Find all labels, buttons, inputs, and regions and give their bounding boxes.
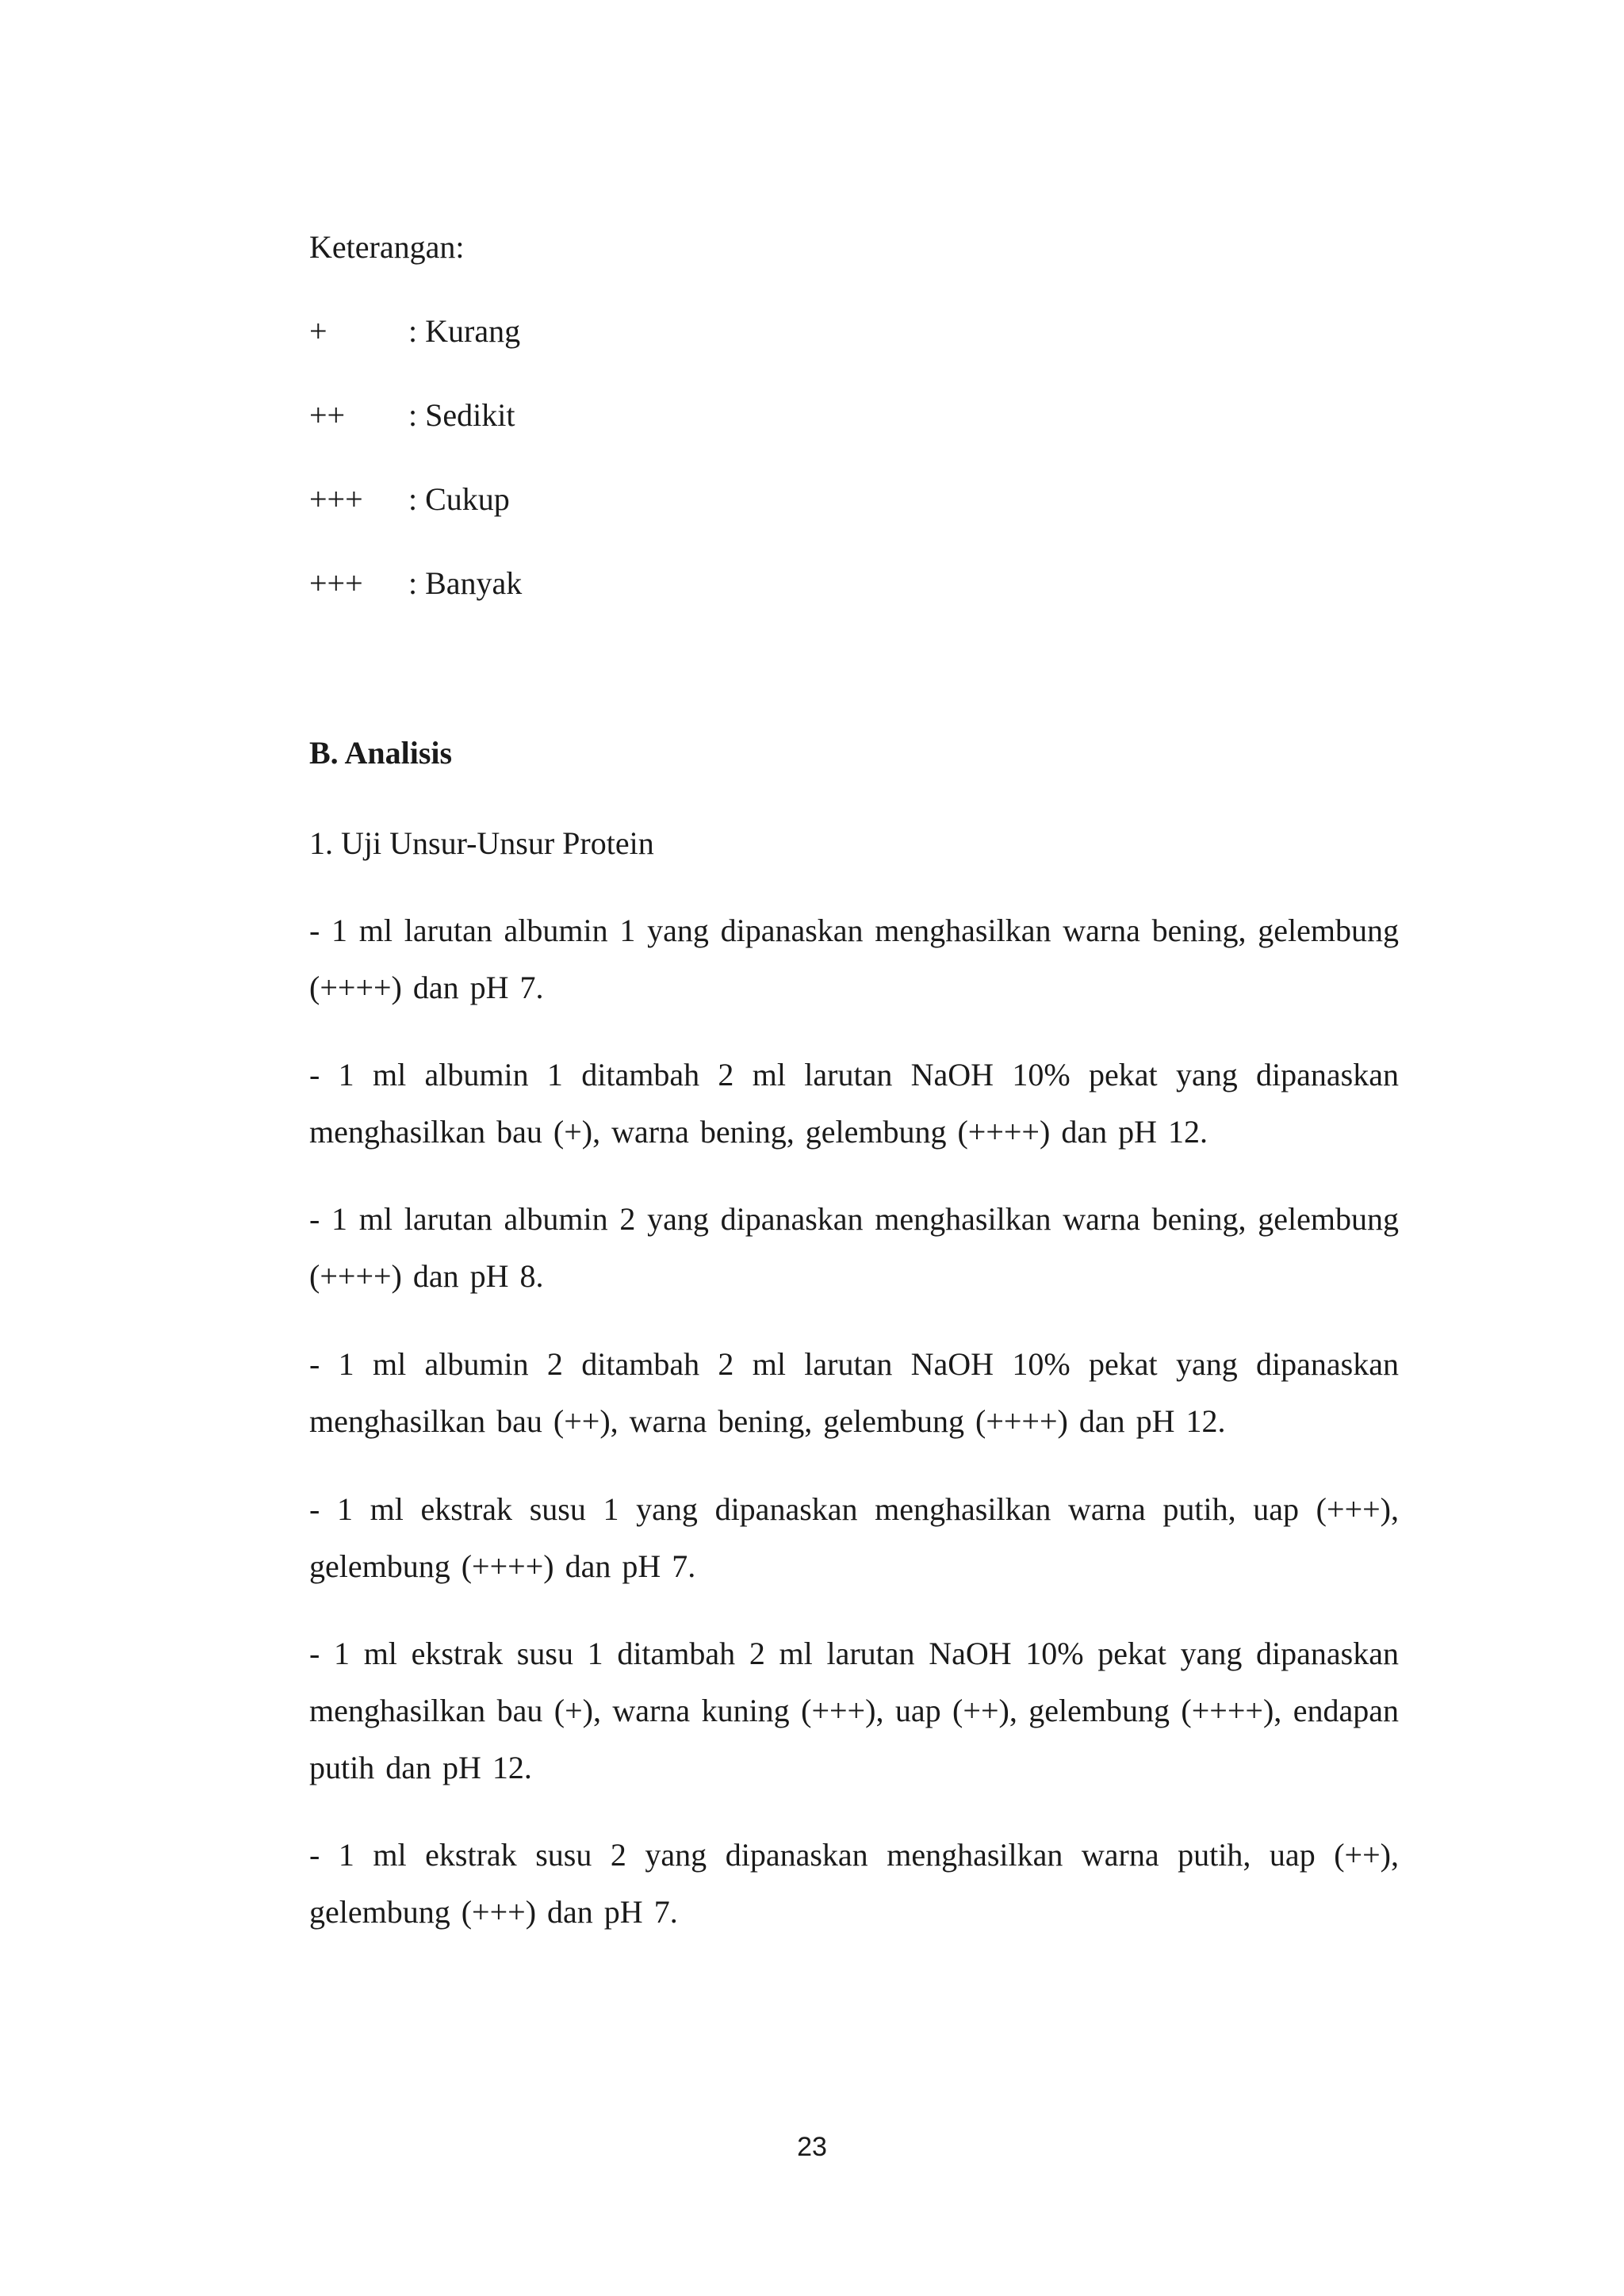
analysis-paragraph: - 1 ml ekstrak susu 1 ditambah 2 ml larutan NaOH 10% pekat yang dipanaskan menghasilkan bau (+), warna kuning (+++), uap (++), gelembung (++++), endapan putih dan pH 12. (309, 1636, 1399, 1785)
analysis-paragraph: - 1 ml albumin 1 ditambah 2 ml larutan NaOH 10% pekat yang dipanaskan menghasilkan bau (+), warna bening, gelembung (++++) dan pH 12. (309, 1057, 1399, 1150)
legend-description: : Sedikit (408, 397, 515, 433)
legend-symbol: ++ (309, 397, 346, 433)
analysis-paragraph: - 1 ml ekstrak susu 1 yang dipanaskan menghasilkan warna putih, uap (+++), gelembung (++++) dan pH 7. (309, 1491, 1399, 1584)
legend-description: : Cukup (408, 481, 510, 517)
legend-description: : Banyak (408, 565, 523, 601)
legend-symbol: +++ (309, 565, 363, 601)
page-number: 23 (797, 2132, 827, 2162)
legend-symbol: +++ (309, 481, 363, 517)
section-heading: B. Analisis (309, 735, 453, 771)
legend-description: : Kurang (408, 313, 521, 349)
subsection-heading: 1. Uji Unsur-Unsur Protein (309, 825, 654, 861)
legend-symbol: + (309, 313, 327, 349)
analysis-paragraph: - 1 ml albumin 2 ditambah 2 ml larutan NaOH 10% pekat yang dipanaskan menghasilkan bau (++), warna bening, gelembung (++++) dan pH 12. (309, 1346, 1399, 1439)
legend-row-cukup (309, 480, 510, 519)
legend-row-kurang (309, 312, 520, 350)
analysis-paragraph: - 1 ml larutan albumin 1 yang dipanaskan menghasilkan warna bening, gelembung (++++) dan pH 7. (309, 913, 1399, 1005)
analysis-paragraph: - 1 ml larutan albumin 2 yang dipanaskan menghasilkan warna bening, gelembung (++++) dan pH 8. (309, 1201, 1399, 1294)
legend-row-sedikit (309, 396, 515, 434)
keterangan-title: Keterangan: (309, 229, 465, 265)
legend-row-banyak (309, 564, 522, 603)
analysis-paragraph: - 1 ml ekstrak susu 2 yang dipanaskan menghasilkan warna putih, uap (++), gelembung (+++) dan pH 7. (309, 1837, 1399, 1930)
